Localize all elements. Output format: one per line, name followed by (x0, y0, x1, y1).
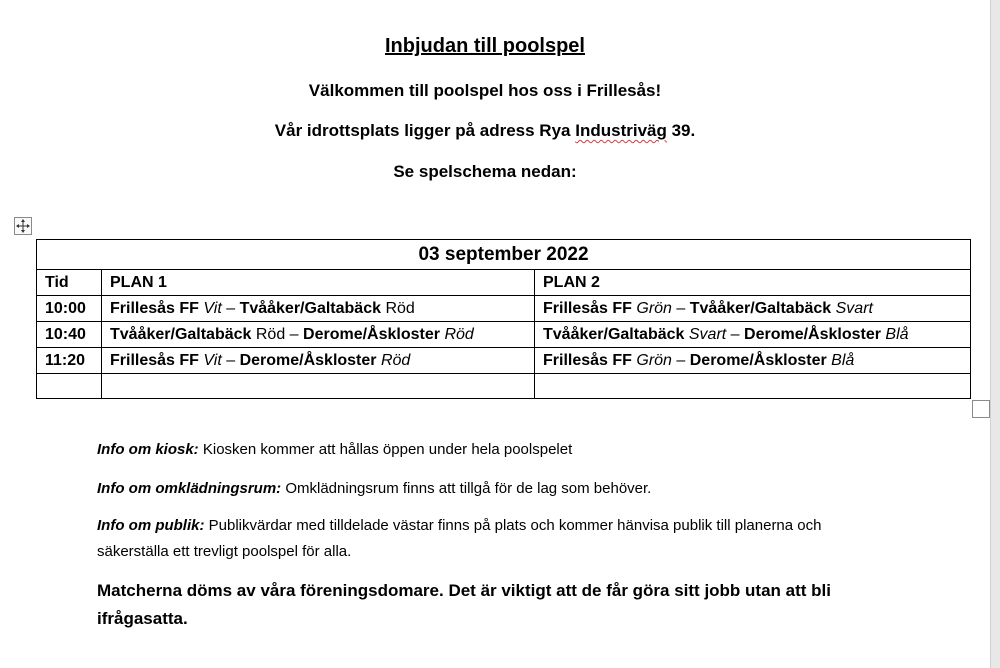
info-publik (97, 513, 857, 565)
kit-color: Röd (255, 325, 286, 343)
empty-cell[interactable] (37, 374, 102, 399)
kit-color: Blå (831, 351, 855, 369)
info-kiosk-label: Info om kiosk: (97, 441, 199, 458)
match-separator: – (671, 351, 690, 369)
match-separator: – (221, 351, 240, 369)
info-kiosk-text: Kiosken kommer att hållas öppen under hela poolspelet (198, 441, 573, 458)
address-line (0, 121, 970, 141)
info-publik-text: Publikvärdar med tilldelade västar finns på plats och kommer hänvisa publik till planerna och säkerställa ett trevligt poolspel för alla. (97, 517, 822, 560)
kit-color: Vit (203, 299, 222, 317)
schedule-table (36, 239, 971, 399)
schedule-note: Se spelschema nedan: (393, 162, 577, 181)
address-suffix: 39. (666, 121, 696, 140)
team-away: Tvååker/Galtabäck (239, 299, 381, 317)
team-away: Derome/Åskloster (744, 325, 881, 343)
match-time: 10:00 (37, 296, 102, 322)
info-omkladningsrum (97, 476, 887, 502)
kit-color: Svart (835, 299, 873, 317)
team-home: Tvååker/Galtabäck (110, 325, 252, 343)
team-home: Frillesås FF (543, 351, 632, 369)
info-kiosk (97, 437, 887, 463)
referee-note: Matcherna döms av våra föreningsdomare. Det är viktigt att de får göra sitt jobb utan att bli ifrågasatta. (97, 581, 831, 628)
header-row (37, 270, 971, 296)
kit-color: Grön (636, 299, 672, 317)
team-away: Derome/Åskloster (303, 325, 440, 343)
team-away: Derome/Åskloster (689, 351, 827, 369)
four-arrows-move-icon[interactable] (14, 217, 32, 235)
table-row (37, 296, 971, 322)
table-row (37, 322, 971, 348)
schedule-date: 03 september 2022 (37, 240, 971, 270)
table-row-empty (37, 374, 971, 399)
match-plan2 (535, 348, 971, 374)
kit-color: Röd (385, 299, 415, 317)
info-publik-label: Info om publik: (97, 517, 205, 534)
table-row (37, 348, 971, 374)
match-separator: – (285, 325, 304, 343)
match-plan1 (102, 348, 535, 374)
scrollbar-edge[interactable] (990, 0, 1000, 668)
match-time: 11:20 (37, 348, 102, 374)
empty-cell[interactable] (535, 374, 971, 399)
match-separator: – (221, 299, 240, 317)
team-home: Frillesås FF (543, 299, 632, 317)
square-resize-icon[interactable] (972, 400, 990, 418)
match-separator: – (726, 325, 745, 343)
kit-color: Röd (444, 325, 474, 343)
team-home: Frillesås FF (110, 299, 199, 317)
kit-color: Blå (885, 325, 909, 343)
move-icon-graphic (15, 218, 31, 234)
address-prefix: Vår idrottsplats ligger på adress Rya (274, 121, 576, 140)
header-time: Tid (37, 270, 102, 296)
team-home: Tvååker/Galtabäck (543, 325, 685, 343)
match-plan1 (102, 322, 535, 348)
match-time: 10:40 (37, 322, 102, 348)
header-plan1: PLAN 1 (102, 270, 535, 296)
kit-color: Grön (636, 351, 672, 369)
match-separator: – (671, 299, 690, 317)
team-away: Tvååker/Galtabäck (689, 299, 832, 317)
document-title: Inbjudan till poolspel (385, 35, 585, 57)
team-home: Frillesås FF (110, 351, 199, 369)
match-plan1 (102, 296, 535, 322)
match-plan2 (535, 322, 971, 348)
empty-cell[interactable] (102, 374, 535, 399)
date-row (37, 240, 971, 270)
header-plan2: PLAN 2 (535, 270, 971, 296)
info-omkladningsrum-label: Info om omklädningsrum: (97, 480, 282, 497)
welcome-line: Välkommen till poolspel hos oss i Frillesås! (308, 81, 662, 100)
kit-color: Svart (688, 325, 727, 343)
team-away: Derome/Åskloster (239, 351, 377, 369)
info-omkladningsrum-text: Omklädningsrum finns att tillgå för de lag som behöver. (281, 480, 652, 497)
kit-color: Röd (380, 351, 411, 369)
match-plan2 (535, 296, 971, 322)
address-street: Industriväg (575, 121, 667, 140)
kit-color: Vit (203, 351, 222, 369)
